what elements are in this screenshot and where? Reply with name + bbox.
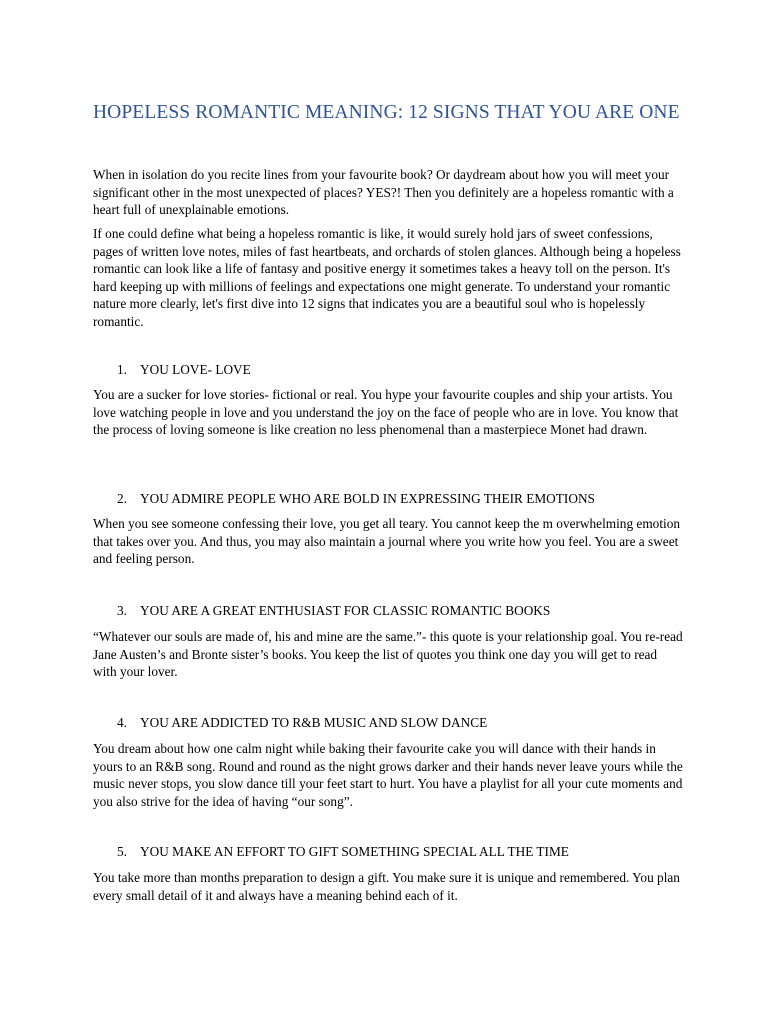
section-heading-2: [93, 490, 683, 508]
document-title: HOPELESS ROMANTIC MEANING: 12 SIGNS THAT YOU ARE ONE: [93, 102, 680, 123]
section-heading-text: YOU ARE A GREAT ENTHUSIAST FOR CLASSIC ROMANTIC BOOKS: [140, 603, 551, 618]
section-number: 4.: [117, 715, 127, 730]
section-number: 1.: [117, 362, 127, 377]
section-heading-text: YOU MAKE AN EFFORT TO GIFT SOMETHING SPECIAL ALL THE TIME: [140, 844, 569, 859]
intro-paragraph-1: When in isolation do you recite lines from your favourite book? Or daydream about how you will meet your significant other in the most unexpected of places? YES?! Then you definitely are a hopeless romantic with a heart full of unexplainable emotions.: [93, 167, 674, 217]
section-heading-3: [93, 602, 683, 620]
section-number: 5.: [117, 844, 127, 859]
section-number: 2.: [117, 491, 127, 506]
section-heading-1: [93, 361, 683, 379]
section-heading-4: [93, 714, 683, 732]
section-body-5: You take more than months preparation to design a gift. You make sure it is unique and remembered. You plan every small detail of it and always have a meaning behind each of it.: [93, 870, 680, 903]
section-body-1: You are a sucker for love stories- fictional or real. You hype your favourite couples and ship your artists. You love watching people in love and you understand the joy on the face of people who are in love. You know that the process of loving someone is like creation no less phenomenal than a masterpiece Monet had drawn.: [93, 387, 679, 437]
section-heading-text: YOU LOVE- LOVE: [140, 362, 251, 377]
section-body-3: “Whatever our souls are made of, his and mine are the same.”- this quote is your relationship goal. You re-read Jane Austen’s and Bronte sister’s books. You keep the list of quotes you think one day you will get to read with your lover.: [93, 629, 683, 679]
section-heading-5: [93, 843, 683, 861]
section-body-4: You dream about how one calm night while baking their favourite cake you will dance with their hands in yours to an R&B song. Round and round as the night grows darker and their hands never leave yours while the music never stops, you slow dance till your feet start to hurt. You have a playlist for all your cute moments and you also strive for the idea of having “our song”.: [93, 741, 683, 809]
section-heading-text: YOU ADMIRE PEOPLE WHO ARE BOLD IN EXPRESSING THEIR EMOTIONS: [140, 491, 595, 506]
intro-paragraph-2: If one could define what being a hopeless romantic is like, it would surely hold jars of sweet confessions, pages of written love notes, miles of fast heartbeats, and orchards of stolen glances. Although being a hopeless romantic can look like a life of fantasy and positive energy it sometimes takes a heavy toll on the person. It's hard keeping up with millions of feelings and expectations one might generate. To understand your romantic nature more clearly, let's first dive into 12 signs that indicates you are a beautiful soul who is hopelessly romantic.: [93, 226, 681, 329]
section-body-2: When you see someone confessing their love, you get all teary. You cannot keep the m overwhelming emotion that takes over you. And thus, you may also maintain a journal where you write how you feel. You are a sweet and feeling person.: [93, 516, 681, 566]
section-heading-text: YOU ARE ADDICTED TO R&B MUSIC AND SLOW DANCE: [140, 715, 488, 730]
section-number: 3.: [117, 603, 127, 618]
